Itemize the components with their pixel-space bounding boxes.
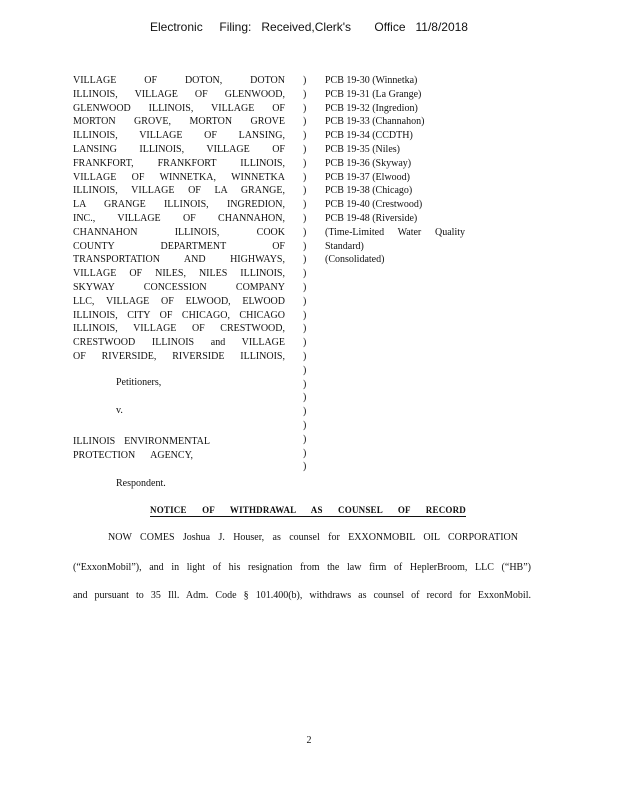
petitioner-line: VILLAGE OF WINNETKA, WINNETKA [73,171,285,183]
notice-title: NOTICE OF WITHDRAWAL AS COUNSEL OF RECORD [150,505,466,515]
page-number: 2 [306,735,312,746]
petitioner-line: CRESTWOOD ILLINOIS and VILLAGE [73,337,285,349]
paren-mark: ) [303,309,307,321]
case-number: PCB 19-33 (Channahon) [325,116,425,128]
case-number: PCB 19-48 (Riverside) [325,212,418,224]
paren-mark: ) [303,199,307,211]
case-number: PCB 19-36 (Skyway) [325,157,412,169]
matter-description: (Consolidated) [325,254,385,266]
case-number: PCB 19-40 (Crestwood) [325,199,423,211]
case-number: PCB 19-34 (CCDTH) [325,130,413,142]
paren-mark: ) [303,350,307,362]
paren-mark: ) [303,268,307,280]
petitioner-line: FRANKFORT, FRANKFORT ILLINOIS, [73,157,285,169]
matter-description: (Time-Limited Water Quality [325,226,465,238]
petitioner-line: ILLINOIS, CITY OF CHICAGO, CHICAGO [73,309,285,321]
petitioner-line: SKYWAY CONCESSION COMPANY [73,281,285,293]
paren-mark: ) [303,337,307,349]
paren-mark: ) [303,185,307,197]
paren-mark: ) [303,447,307,459]
petitioner-line: ILLINOIS, VILLAGE OF LANSING, [73,130,285,142]
paren-mark: ) [303,406,307,418]
petitioner-line: ILLINOIS, VILLAGE OF CRESTWOOD, [73,323,285,335]
paren-mark: ) [303,102,307,114]
paren-mark: ) [303,392,307,404]
notice-body-line: (“ExxonMobil”), and in light of his resignation from the law firm of HeplerBroom, LLC (“HB”) [73,562,531,573]
petitioner-line: GLENWOOD ILLINOIS, VILLAGE OF [73,102,285,114]
caption-divider [303,74,306,474]
respondent-label: Respondent. [116,478,166,489]
paren-mark: ) [303,226,307,238]
petitioner-line: INC., VILLAGE OF CHANNAHON, [73,212,285,224]
petitioner-line: LA GRANGE ILLINOIS, INGREDION, [73,199,285,211]
efiling-header: Electronic Filing: Received,Clerk's Office 11/8/2018 [150,20,468,34]
paren-mark: ) [303,212,307,224]
matter-description: Standard) [325,240,364,252]
case-number: PCB 19-32 (Ingredion) [325,102,418,114]
paren-mark: ) [303,171,307,183]
paren-mark: ) [303,295,307,307]
petitioner-line: OF RIVERSIDE, RIVERSIDE ILLINOIS, [73,350,285,362]
paren-mark: ) [303,364,307,376]
petitioner-line: VILLAGE OF NILES, NILES ILLINOIS, [73,268,285,280]
paren-mark: ) [303,433,307,445]
paren-mark: ) [303,378,307,390]
versus-label: v. [116,405,123,416]
petitioner-line: VILLAGE OF DOTON, DOTON [73,75,285,86]
petitioners-label: Petitioners, [116,377,162,388]
paren-mark: ) [303,254,307,266]
paren-mark: ) [303,240,307,252]
case-number: PCB 19-31 (La Grange) [325,88,422,100]
petitioner-line: ILLINOIS, VILLAGE OF GLENWOOD, [73,88,285,100]
petitioner-line: CHANNAHON ILLINOIS, COOK [73,226,285,238]
paren-mark: ) [303,130,307,142]
paren-mark: ) [303,116,307,128]
petitioners-block [73,74,285,364]
notice-body-line: NOW COMES Joshua J. Houser, as counsel for EXXONMOBIL OIL CORPORATION [108,532,518,543]
paren-mark: ) [303,75,307,86]
paren-mark: ) [303,281,307,293]
petitioner-line: TRANSPORTATION AND HIGHWAYS, [73,254,285,266]
petitioner-line: LANSING ILLINOIS, VILLAGE OF [73,143,285,155]
case-numbers-block [325,74,465,267]
petitioner-line: LLC, VILLAGE OF ELWOOD, ELWOOD [73,295,285,307]
petitioner-line: COUNTY DEPARTMENT OF [73,240,285,252]
respondent-line: PROTECTION AGENCY, [73,450,193,461]
paren-mark: ) [303,323,307,335]
case-number: PCB 19-30 (Winnetka) [325,75,418,86]
case-number: PCB 19-37 (Elwood) [325,171,410,183]
petitioner-line: ILLINOIS, VILLAGE OF LA GRANGE, [73,185,285,197]
case-number: PCB 19-38 (Chicago) [325,185,413,197]
paren-mark: ) [303,419,307,431]
respondent-line: ILLINOIS ENVIRONMENTAL [73,436,210,447]
notice-body-line: and pursuant to 35 Ill. Adm. Code § 101.400(b), withdraws as counsel of record for ExxonMobil. [73,590,531,601]
case-number: PCB 19-35 (Niles) [325,143,400,155]
paren-mark: ) [303,157,307,169]
paren-mark: ) [303,88,307,100]
petitioner-line: MORTON GROVE, MORTON GROVE [73,116,285,128]
paren-mark: ) [303,143,307,155]
paren-mark: ) [303,461,307,473]
